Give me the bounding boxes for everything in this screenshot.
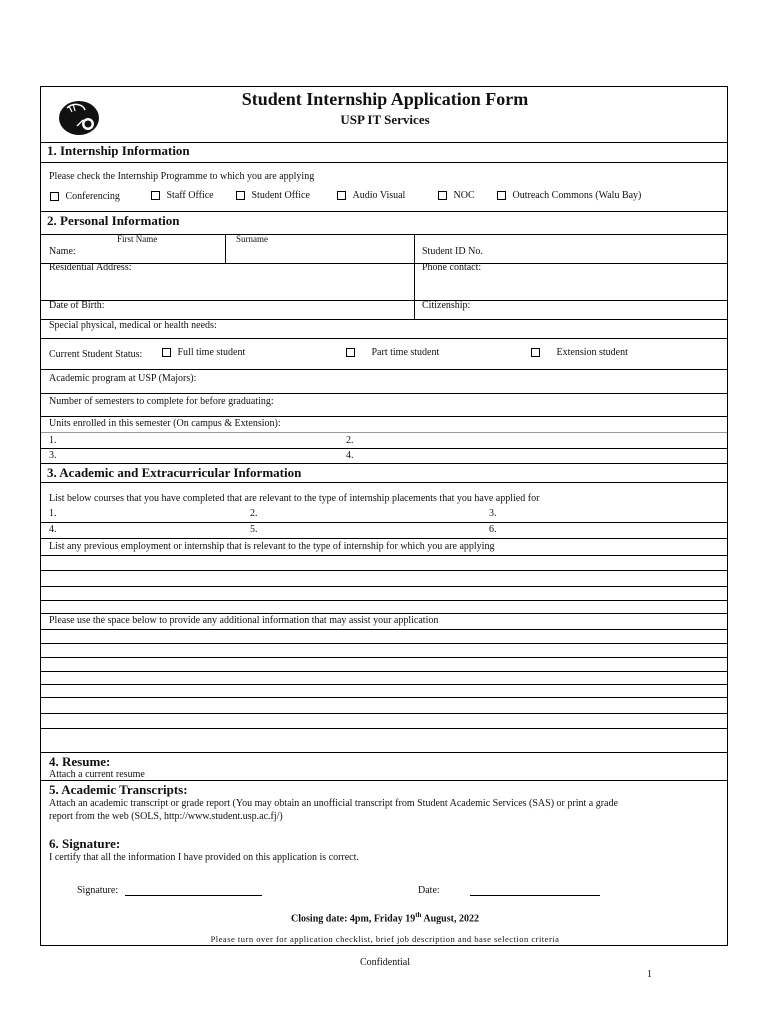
signature-label: Signature: (77, 885, 119, 896)
address-label: Residential Address: (49, 262, 132, 273)
course-4: 4. (49, 524, 57, 535)
option-conferencing[interactable]: Conferencing (50, 191, 120, 202)
turn-over-note: Please turn over for application checklist, brief job description and base selection criteria (210, 934, 560, 944)
checkbox[interactable] (50, 192, 59, 201)
course-2: 2. (250, 508, 258, 519)
status-label: Current Student Status: (49, 349, 143, 360)
special-needs-label: Special physical, medical or health needs: (49, 320, 217, 331)
status-part-time[interactable]: Part time student (346, 347, 439, 358)
section-5-heading: 5. Academic Transcripts: (49, 782, 188, 797)
programme-instruction: Please check the Internship Programme to which you are applying (49, 171, 315, 182)
first-name-caption: First Name (117, 234, 158, 244)
date-label: Date: (418, 885, 440, 896)
semesters-label: Number of semesters to complete for before graduating: (49, 396, 274, 407)
section-1-heading: 1. Internship Information (47, 143, 190, 158)
status-full-time[interactable]: Full time student (162, 347, 245, 358)
transcript-line-1: Attach an academic transcript or grade report (You may obtain an unofficial transcript from Student Academic Services (SAS) or print a grade (49, 798, 618, 809)
closing-date: Closing date: 4pm, Friday 19th August, 2022 (291, 911, 479, 925)
employment-label: List any previous employment or internship that is relevant to the type of internship for which you are applying (49, 541, 495, 552)
program-label: Academic program at USP (Majors): (49, 373, 197, 384)
student-id-label: Student ID No. (422, 246, 483, 257)
unit-1: 1. (49, 435, 57, 446)
section-4-heading: 4. Resume: (49, 754, 111, 769)
section-6-heading: 6. Signature: (49, 836, 121, 851)
application-form (40, 86, 728, 946)
date-field[interactable] (470, 895, 600, 896)
form-subtitle: USP IT Services (340, 112, 430, 127)
section-3-heading: 3. Academic and Extracurricular Information (47, 465, 302, 480)
courses-label: List below courses that you have completed that are relevant to the type of internship placements that you have applied for (49, 493, 540, 504)
unit-2: 2. (346, 435, 354, 446)
section-2-heading: 2. Personal Information (47, 213, 180, 228)
checkbox[interactable] (531, 348, 540, 357)
checkbox[interactable] (438, 191, 447, 200)
checkbox[interactable] (497, 191, 506, 200)
resume-text: Attach a current resume (49, 769, 145, 780)
phone-label: Phone contact: (422, 262, 482, 273)
name-label: Name: (49, 246, 76, 257)
signature-field[interactable] (125, 895, 262, 896)
option-student-office[interactable]: Student Office (236, 190, 310, 201)
dob-label: Date of Birth: (49, 300, 105, 311)
option-audio-visual[interactable]: Audio Visual (337, 190, 405, 201)
units-label: Units enrolled in this semester (On campus & Extension): (49, 418, 281, 429)
page-number: 1 (647, 969, 652, 980)
option-staff-office[interactable]: Staff Office (151, 190, 214, 201)
option-noc[interactable]: NOC (438, 190, 475, 201)
transcript-line-2: report from the web (SOLS, http://www.student.usp.ac.fj/) (49, 811, 283, 822)
unit-3: 3. (49, 450, 57, 461)
course-6: 6. (489, 524, 497, 535)
additional-info-label: Please use the space below to provide any additional information that may assist your application (49, 615, 439, 626)
checkbox[interactable] (236, 191, 245, 200)
course-3: 3. (489, 508, 497, 519)
course-1: 1. (49, 508, 57, 519)
status-extension[interactable]: Extension student (531, 347, 628, 358)
surname-caption: Surname (236, 234, 268, 244)
checkbox[interactable] (337, 191, 346, 200)
option-outreach-commons[interactable]: Outreach Commons (Walu Bay) (497, 190, 641, 201)
confidential-label: Confidential (360, 957, 410, 968)
checkbox[interactable] (162, 348, 171, 357)
unit-4: 4. (346, 450, 354, 461)
citizenship-label: Citizenship: (422, 300, 471, 311)
course-5: 5. (250, 524, 258, 535)
certify-text: I certify that all the information I have provided on this application is correct. (49, 852, 359, 863)
form-title: Student Internship Application Form (241, 89, 529, 109)
checkbox[interactable] (346, 348, 355, 357)
checkbox[interactable] (151, 191, 160, 200)
